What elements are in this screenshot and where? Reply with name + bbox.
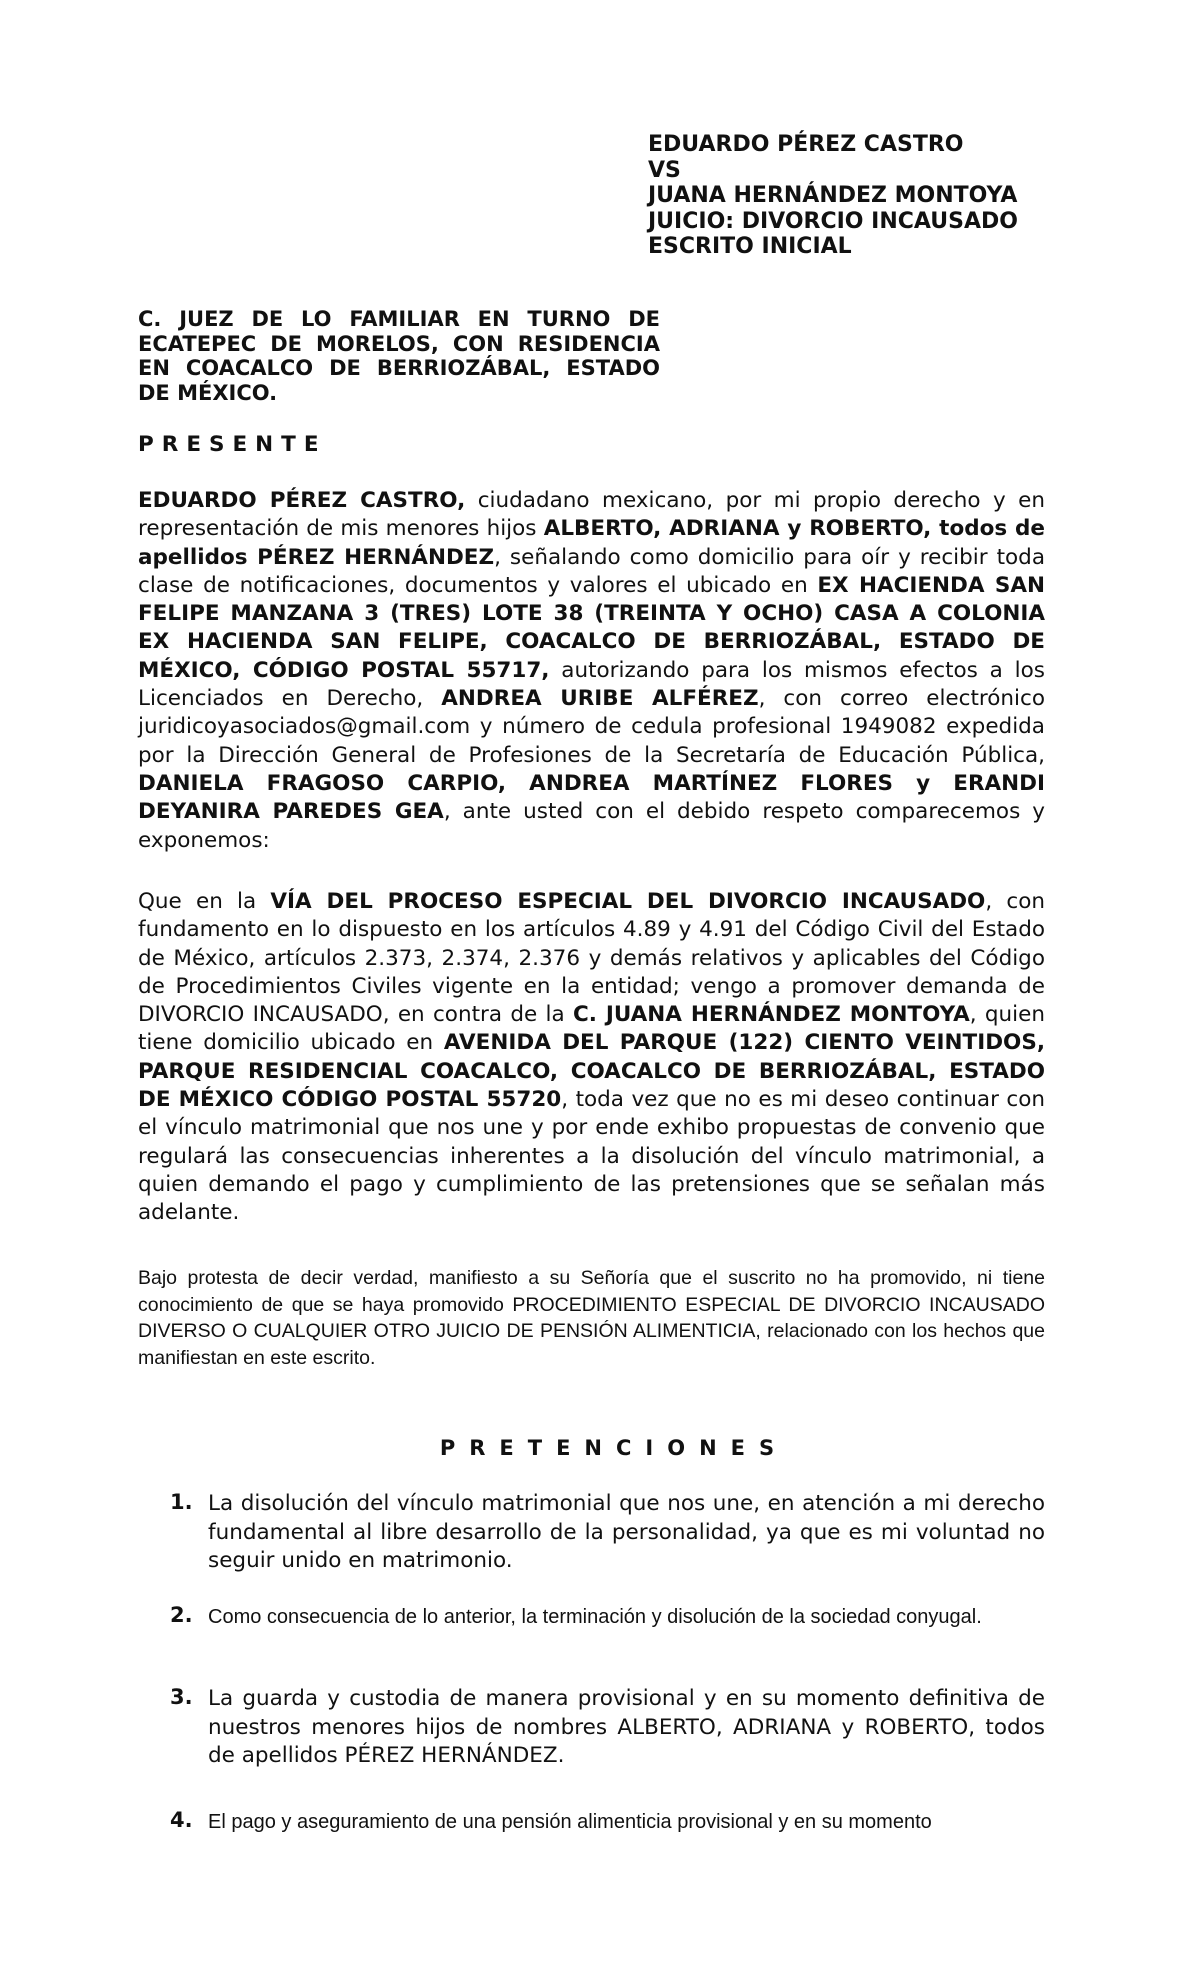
procedure-type: VÍA DEL PROCESO ESPECIAL DEL DIVORCIO INCAUSADO [270, 889, 986, 914]
introduction-paragraph [138, 487, 1045, 855]
court-addressee: C. JUEZ DE LO FAMILIAR EN TURNO DE ECATEPEC DE MORELOS, CON RESIDENCIA EN COACALCO DE BERRIOZÁBAL, ESTADO DE MÉXICO. [138, 307, 660, 405]
item-text: El pago y aseguramiento de una pensión alimenticia provisional y en su momento [208, 1811, 932, 1833]
plaintiff-address: EX HACIENDA SAN FELIPE MANZANA 3 (TRES) LOTE 38 (TREINTA Y OCHO) CASA A COLONIA EX HACIENDA SAN FELIPE, COACALCO DE BERRIOZÁBAL, ESTADO DE MÉXICO, CÓDIGO POSTAL 55717, [138, 572, 1045, 683]
caption-versus: VS [648, 157, 681, 183]
caption-trial-type: JUICIO: DIVORCIO INCAUSADO [648, 208, 1018, 234]
text-run: , con fundamento en lo dispuesto en los artículos 4.89 y 4.91 del Código Civil del Estado de México, artículos 2.373, 2.374, 2.376 y demás relativos y aplicables del Código de Procedimientos Civiles vigente en la entidad; vengo a promover demanda de DIVORCIO INCAUSADO, en contra de la [138, 889, 1045, 1028]
children-names: ALBERTO, ADRIANA y ROBERTO, todos de apellidos PÉREZ HERNÁNDEZ [138, 516, 1045, 570]
presente-heading: PRESENTE [138, 432, 327, 457]
case-caption [648, 132, 1018, 260]
sworn-statement-paragraph: Bajo protesta de decir verdad, manifiesto a su Señoría que el suscrito no ha promovido, ni tiene conocimiento de que se haya promovido PROCEDIMIENTO ESPECIAL DE DIVORCIO INCAUSADO DIVERSO O CUALQUIER OTRO JUICIO DE PENSIÓN ALIMENTICIA, relacionado con los hechos que manifiestan en este escrito. [138, 1267, 1045, 1369]
item-number: 3. [170, 1685, 193, 1709]
text-run: , con correo electrónico juridicoyasociados@gmail.com y número de cedula profesional 1949082 expedida por la Dirección General de Profesiones de la Secretaría de Educación Pública, [138, 686, 1045, 768]
pretenciones-heading: PRETENCIONES [439, 1436, 789, 1460]
text-run: , ante usted con el debido respeto comparecemos y exponemos: [138, 799, 1045, 853]
plaintiff-name: EDUARDO PÉREZ CASTRO, [138, 488, 466, 513]
item-number: 2. [170, 1603, 193, 1627]
text-run: , toda vez que no es mi deseo continuar con el vínculo matrimonial que nos une y por ende exhibo propuestas de convenio que regulará las consecuencias inherentes a la disolución del vínculo matrimonial, a quien demando el pago y cumplimiento de las pretensiones que se señalan más adelante. [138, 1087, 1045, 1226]
text-run: , quien tiene domicilio ubicado en [138, 1002, 1045, 1056]
item-text: La disolución del vínculo matrimonial que nos une, en atención a mi derecho fundamental al libre desarrollo de la personalidad, ya que es mi voluntad no seguir unido en matrimonio. [208, 1491, 1045, 1573]
text-run: , señalando como domicilio para oír y recibir toda clase de notificaciones, documentos y valores el ubicado en [138, 544, 1045, 598]
text-run: ciudadano mexicano, por mi propio derecho y en representación de mis menores hijos [138, 488, 1045, 542]
text-run: Que en la [138, 889, 271, 914]
defendant-address: AVENIDA DEL PARQUE (122) CIENTO VEINTIDOS, PARQUE RESIDENCIAL COACALCO, COACALCO DE BERRIOZÁBAL, ESTADO DE MÉXICO CÓDIGO POSTAL 55720 [138, 1030, 1045, 1113]
item-text: La guarda y custodia de manera provisional y en su momento definitiva de nuestros menores hijos de nombres ALBERTO, ADRIANA y ROBERTO, todos de apellidos PÉREZ HERNÁNDEZ. [208, 1686, 1045, 1768]
authorized-persons: DANIELA FRAGOSO CARPIO, ANDREA MARTÍNEZ FLORES y ERANDI DEYANIRA PAREDES GEA [138, 770, 1045, 825]
defendant-name: C. JUANA HERNÁNDEZ MONTOYA [572, 1002, 970, 1028]
claim-paragraph [138, 888, 1045, 1228]
item-text: Como consecuencia de lo anterior, la terminación y disolución de la sociedad conyugal. [208, 1606, 982, 1628]
item-number: 1. [170, 1490, 193, 1514]
text-run: autorizando para los mismos efectos a los Licenciados en Derecho, [138, 657, 1045, 712]
item-number: 4. [170, 1808, 193, 1832]
caption-document-type: ESCRITO INICIAL [648, 234, 852, 259]
caption-plaintiff: EDUARDO PÉREZ CASTRO [648, 132, 964, 157]
caption-defendant: JUANA HERNÁNDEZ MONTOYA [648, 183, 1018, 208]
attorney-name: ANDREA URIBE ALFÉREZ [441, 686, 759, 712]
